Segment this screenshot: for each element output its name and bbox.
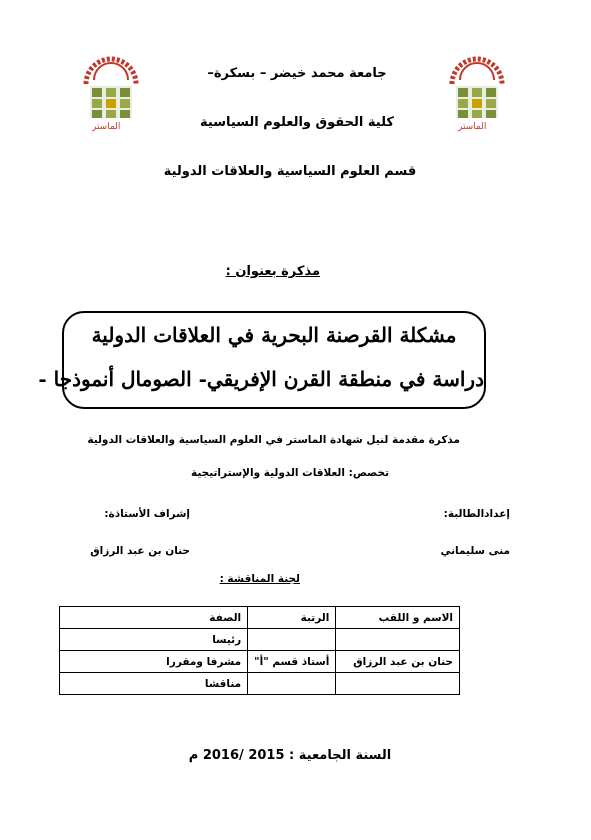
table-row [60,673,460,695]
logo-caption-right: الماستر [458,122,487,132]
university-name: جامعة محمد خيضر – بسكرة– [207,66,387,81]
academic-year: السنة الجامعية : 2015 /2016 م [188,748,392,763]
student-label: إعدادالطالبة: [443,508,510,520]
committee-label: لجنة المناقشة : [219,573,300,585]
cell-name [336,629,460,651]
specialty: تخصص: العلاقات الدولية والإستراتيجية [190,467,390,479]
cell-rank [248,629,336,651]
student-name: منى سليماني [440,545,510,557]
cell-rank: أستاذ قسم "أ" [248,651,336,673]
table-row [60,651,460,673]
header-rank: الرتبة [248,607,336,629]
cell-role: رئيسا [60,629,248,651]
department-name: قسم العلوم السياسية والعلاقات الدولية [163,164,417,179]
cell-name [336,673,460,695]
supervisor-name: حنان بن عبد الرزاق [90,545,190,557]
faculty-name: كلية الحقوق والعلوم السياسية [200,115,394,130]
submission-statement: مذكرة مقدمة لنيل شهادة الماستر في العلوم السياسية والعلاقات الدولية [87,434,460,446]
jury-table-header [60,607,460,629]
supervisor-label: إشراف الأستاذة: [104,508,190,520]
cell-role: مناقشا [60,673,248,695]
memo-label: مذكرة بعنوان : [225,264,320,279]
header-role: الصفة [60,607,248,629]
cell-name: حنان بن عبد الرزاق [336,651,460,673]
thesis-title-box [38,311,486,409]
jury-table [59,606,460,695]
logo-caption-left: الماستر [92,122,121,132]
table-row [60,629,460,651]
thesis-title-line2: دراسة في منطقة القرن الإفريقي- الصومال أنموذجا - [38,367,484,391]
cell-role: مشرفا ومقررا [60,651,248,673]
header-name: الاسم و اللقب [336,607,460,629]
cell-rank [248,673,336,695]
thesis-title-line1: مشكلة القرصنة البحرية في العلاقات الدولية [91,323,457,347]
